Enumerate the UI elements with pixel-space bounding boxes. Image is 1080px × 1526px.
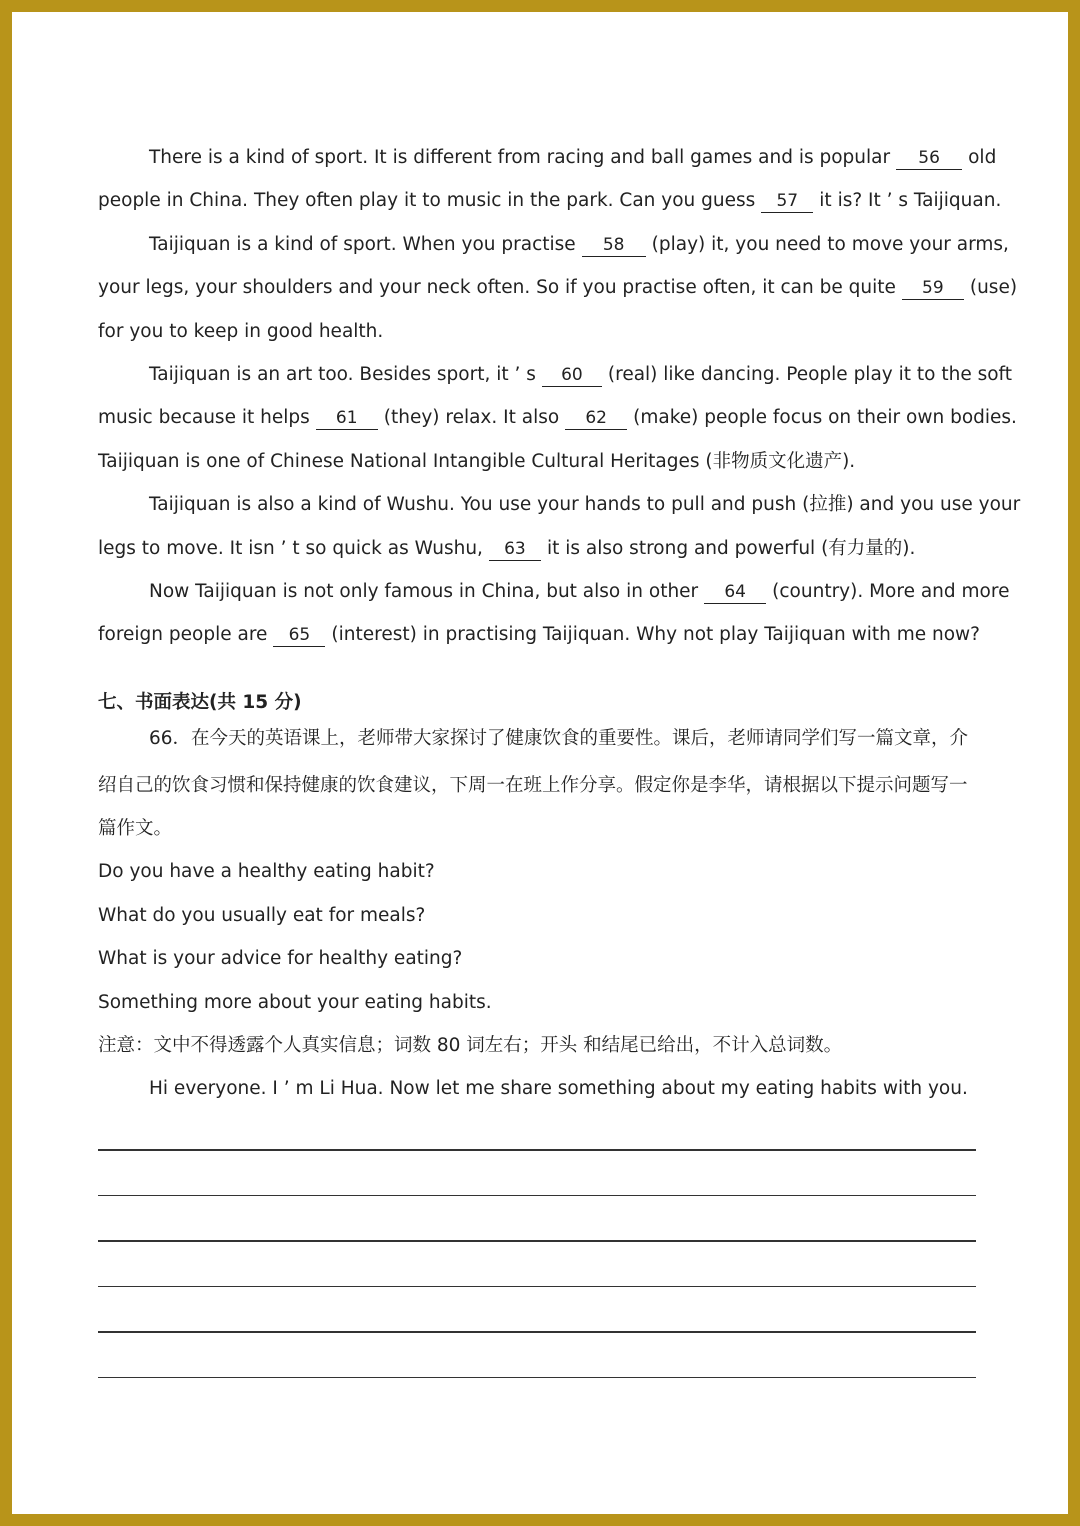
passage-line: There is a kind of sport. It is different from racing and ball games and is popular 56 old [149,147,997,168]
answer-line[interactable] [98,1286,976,1288]
blank-64[interactable]: 64 [704,581,766,604]
passage-line: music because it helps 61 (they) relax. It also 62 (make) people focus on their own bodies. [98,407,1017,429]
passage-line: for you to keep in good health. [98,320,384,342]
passage-line: Now Taijiquan is not only famous in China, but also in other 64 (country). More and more [149,580,1010,602]
answer-line[interactable] [98,1331,976,1333]
passage [98,136,1021,1111]
writing-opening: Hi everyone. I ’ m Li Hua. Now let me share something about my eating habits with you. [149,1078,968,1100]
prompt-question: Something more about your eating habits. [98,991,492,1013]
page [12,12,1068,1514]
blank-58[interactable]: 58 [582,234,646,257]
passage-line: your legs, your shoulders and your neck often. So if you practise often, it can be quite 59 (use) [98,277,1018,299]
answer-line[interactable] [98,1240,976,1242]
prompt-question: What is your advice for healthy eating? [98,948,463,970]
passage-line: Taijiquan is a kind of sport. When you practise 58 (play) it, you need to move your arms, [149,233,1009,255]
section-heading: 七、书面表达(共 15 分) [98,691,302,713]
writing-note: 注意：文中不得透露个人真实信息；词数 80 词左右；开头 和结尾已给出，不计入总词数。 [98,1035,843,1057]
blank-62[interactable]: 62 [565,407,627,430]
blank-59[interactable]: 59 [902,277,964,300]
answer-line[interactable] [98,1195,976,1197]
passage-line: Taijiquan is an art too. Besides sport, it ’ s 60 (real) like dancing. People play it to the soft [149,363,1012,385]
passage-line: foreign people are 65 (interest) in practising Taijiquan. Why not play Taijiquan with me now? [98,624,981,646]
blank-61[interactable]: 61 [316,407,378,430]
blank-56[interactable]: 56 [896,147,962,170]
passage-line: people in China. They often play it to music in the park. Can you guess 57 it is? It ’ s Taijiquan. [98,190,1002,212]
prompt-question: Do you have a healthy eating habit? [98,861,435,883]
passage-line: Taijiquan is one of Chinese National Intangible Cultural Heritages (非物质文化遗产). [98,450,856,472]
passage-line: legs to move. It isn ’ t so quick as Wushu, 63 it is also strong and powerful (有力量的). [98,537,916,559]
task-line: 绍自己的饮食习惯和保持健康的饮食建议，下周一在班上作分享。假定你是李华，请根据以下提示问题写一 [98,774,968,796]
passage-line: Taijiquan is also a kind of Wushu. You use your hands to pull and push (拉推) and you use your [149,494,1021,516]
task-line: 篇作文。 [98,818,173,840]
prompt-question: What do you usually eat for meals? [98,904,426,926]
blank-60[interactable]: 60 [542,364,602,387]
answer-line[interactable] [98,1149,976,1151]
task-line: 66．在今天的英语课上，老师带大家探讨了健康饮食的重要性。课后，老师请同学们写一篇文章，介 [149,727,969,749]
blank-57[interactable]: 57 [761,190,813,213]
answer-lines[interactable] [98,1149,978,1422]
blank-63[interactable]: 63 [489,538,541,561]
blank-65[interactable]: 65 [273,624,325,647]
answer-line[interactable] [98,1377,976,1379]
